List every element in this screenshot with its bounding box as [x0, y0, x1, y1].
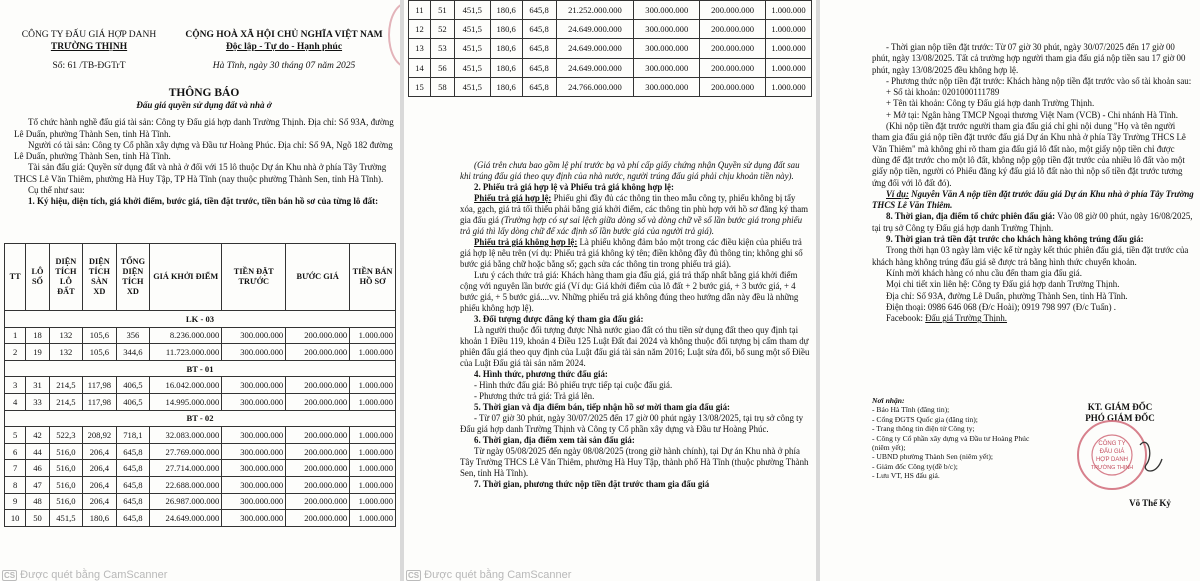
nation-motto: Độc lập - Tự do - Hạnh phúc	[225, 41, 343, 52]
contact-address: Địa chỉ: Số 93A, đường Lê Duẩn, phường Thành Sen, tỉnh Hà Tĩnh.	[886, 290, 1128, 301]
table-cell: 200.000.000	[286, 427, 350, 444]
table-cell: 1.000.000	[350, 510, 396, 527]
signature-title-line1: KT. GIÁM ĐỐC	[1087, 402, 1153, 412]
table-cell: 105,6	[83, 327, 117, 344]
table-cell: 1.000.000	[766, 58, 812, 77]
table-cell: 206,4	[83, 443, 117, 460]
table-cell: 1.000.000	[350, 344, 396, 361]
org-name-line2: TRƯỜNG THỊNH	[50, 41, 128, 52]
table-cell: 300.000.000	[222, 493, 286, 510]
col-header-starting-price: GIÁ KHỞI ĐIỂM	[150, 244, 222, 311]
table-cell: 180,6	[490, 58, 522, 77]
table-cell: 14	[409, 58, 431, 77]
example-paragraph	[872, 189, 1194, 212]
table-cell: 200.000.000	[286, 510, 350, 527]
table-cell: 1.000.000	[766, 20, 812, 39]
section-6-heading: 6. Thời gian, địa điểm xem tài sản đấu giá:	[474, 435, 635, 445]
table-cell: 31	[26, 377, 49, 394]
table-cell: 645,8	[116, 476, 150, 493]
table-cell: 451,5	[454, 1, 490, 20]
signature-title-line2: PHÓ GIÁM ĐỐC	[1085, 413, 1155, 423]
invalid-bid-text: Là phiếu không đảm bảo một trong các điều kiện của phiếu trả giá hợp lệ nêu trên (ví dụ: Phiếu trả giá không ký tên; điền không đầy đủ thông tin; không ghi số bước giá bằng chữ hoặc bằng số; gạch sửa các thông tin trong phiếu trả giá).	[460, 237, 803, 269]
table-cell: 117,98	[83, 377, 117, 394]
table-cell: 451,5	[454, 20, 490, 39]
table-cell: 105,6	[83, 344, 117, 361]
table-cell: 406,5	[116, 377, 150, 394]
table-cell: 300.000.000	[222, 510, 286, 527]
invitation-text: Kính mời khách hàng có nhu cầu đến tham gia đấu giá.	[886, 267, 1082, 278]
table-cell: 12	[409, 20, 431, 39]
table-cell: 1.000.000	[766, 1, 812, 20]
table-group-row	[5, 360, 396, 377]
table-cell: 1.000.000	[766, 77, 812, 96]
table-cell: 300.000.000	[222, 427, 286, 444]
table-cell: 200.000.000	[700, 77, 766, 96]
table-cell: 24.649.000.000	[150, 510, 222, 527]
table-cell: 21.252.000.000	[556, 1, 634, 20]
document-page-2	[404, 0, 816, 581]
table-cell: 15	[409, 77, 431, 96]
table-cell: 645,8	[116, 510, 150, 527]
table-row	[409, 39, 812, 58]
seal-text-line1: CÔNG TY	[1098, 441, 1126, 447]
table-cell: 451,5	[454, 39, 490, 58]
deposit-time-text: - Thời gian nộp tiền đặt trước: Từ 07 giờ 30 phút, ngày 30/07/2025 đến 17 giờ 00 phút, ngày 13/08/2025. Tất cả trường hợp người tham gia đấu giá nộp tiền sau 17 giờ 00 phút, ngày 13/08/2025 đều không hợp lệ.	[872, 42, 1186, 75]
table-cell: 48	[26, 493, 49, 510]
table-cell: 645,8	[116, 460, 150, 477]
table-cell: 32.083.000.000	[150, 427, 222, 444]
table-row	[5, 327, 396, 344]
table-cell: 56	[430, 58, 454, 77]
seal-text-line3: HỢP DANH	[1095, 457, 1129, 463]
table-cell: 200.000.000	[700, 20, 766, 39]
table-cell: 3	[5, 377, 26, 394]
table-cell: 200.000.000	[286, 476, 350, 493]
table-cell: 33	[26, 393, 49, 410]
table-cell: 7	[5, 460, 26, 477]
seal-text-line4: TRƯỜNG THỊNH	[1090, 465, 1134, 471]
table-cell: 53	[430, 39, 454, 58]
table-group-row	[5, 410, 396, 427]
table-cell: 645,8	[522, 39, 556, 58]
table-cell: 1.000.000	[350, 443, 396, 460]
table-row	[409, 20, 812, 39]
table-cell: 19	[26, 344, 49, 361]
table-cell: 516,0	[49, 476, 83, 493]
table-cell: 24.649.000.000	[556, 39, 634, 58]
table-row	[5, 476, 396, 493]
table-cell: 180,6	[490, 77, 522, 96]
table-cell: 451,5	[454, 58, 490, 77]
group-label: BT - 02	[5, 410, 396, 427]
recipient-item: - Lưu VT, HS đấu giá.	[872, 471, 940, 481]
col-header-tt: TT	[5, 244, 26, 311]
table-cell: 300.000.000	[634, 20, 700, 39]
table-row	[5, 510, 396, 527]
table-cell: 451,5	[454, 77, 490, 96]
table-cell: 356	[116, 327, 150, 344]
table-cell: 208,92	[83, 427, 117, 444]
recipient-item: - Giám đốc Công ty(đề b/c);	[872, 461, 958, 471]
table-cell: 13	[409, 39, 431, 58]
notice-subtitle: Đấu giá quyền sử dụng đất và nhà ở	[136, 100, 272, 110]
table-row	[5, 344, 396, 361]
table-cell: 14.995.000.000	[150, 393, 222, 410]
table-cell: 1.000.000	[350, 476, 396, 493]
table-cell: 47	[26, 476, 49, 493]
document-page-3	[820, 0, 1200, 581]
section-9-heading: 9. Thời gian trả tiền đặt trước cho khách hàng không trúng đấu giá:	[886, 234, 1144, 245]
table-cell: 16.042.000.000	[150, 377, 222, 394]
table-cell: 300.000.000	[222, 460, 286, 477]
col-header-price-step: BƯỚC GIÁ	[286, 244, 350, 311]
table-cell: 180,6	[490, 39, 522, 58]
table-cell: 24.649.000.000	[556, 58, 634, 77]
facebook-link[interactable]: Đấu giá Trường Thịnh.	[925, 313, 1008, 324]
nation-title: CỘNG HOÀ XÃ HỘI CHỦ NGHĨA VIỆT NAM	[185, 30, 383, 40]
table-row	[5, 493, 396, 510]
table-row	[5, 393, 396, 410]
table-cell: 516,0	[49, 493, 83, 510]
contact-text: Mọi chi tiết xin liên hệ: Công ty Đấu giá hợp danh Trường Thịnh.	[886, 279, 1120, 290]
paragraph-asset-owner: Người có tài sản: Công ty Cổ phần xây dựng và Đầu tư Hoàng Phúc. Địa chỉ: Số 9A, Ngõ 182 đường Lê Duẩn, phường Thành Sen, tỉnh Hà Tĩnh.	[14, 139, 393, 162]
nation-header	[174, 30, 394, 73]
table-cell: 206,4	[83, 476, 117, 493]
table-cell: 4	[5, 393, 26, 410]
table-cell: 516,0	[49, 443, 83, 460]
table-cell: 1.000.000	[350, 427, 396, 444]
table-cell: 645,8	[522, 58, 556, 77]
recipient-item: - UBND phường Thành Sen (niêm yết);	[872, 452, 994, 462]
camscanner-watermark	[2, 569, 167, 581]
table-cell: 206,4	[83, 460, 117, 477]
table-cell: 200.000.000	[286, 377, 350, 394]
recipients-title: Nơi nhận:	[872, 396, 905, 405]
table-cell: 200.000.000	[286, 493, 350, 510]
table-cell: 6	[5, 443, 26, 460]
recipients-block	[872, 396, 1042, 481]
recipients-list	[872, 405, 1042, 480]
table-cell: 180,6	[490, 20, 522, 39]
table-cell: 200.000.000	[700, 58, 766, 77]
table-row	[5, 443, 396, 460]
deposit-note: (Khi nộp tiền đặt trước người tham gia đấu giá chỉ ghi nội dung "Họ và tên người tham gia đấu giá nộp tiền đặt trước đấu giá Dự án Khu nhà ở phía Tây Trường THCS Lê Văn Thiêm" mà không ghi rõ tham gia đấu giá lô đất nào, một giấy nộp tiền chỉ được dùng để đặt trước cho một lô đất, không nộp gộp tiền đặt trước của nhiều lô đất vào một giấy nộp tiền, người có Phiếu đăng ký đấu giá lô đất nào thì nộp số tiền đặt trước tương ứng đối với lô đất đó).	[872, 121, 1186, 188]
table-cell: 344,6	[116, 344, 150, 361]
section-1-heading: 1. Ký hiệu, diện tích, giá khởi điểm, bước giá, tiền đặt trước, tiền bán hồ sơ của từng lô đất:	[28, 196, 379, 207]
table-cell: 22.688.000.000	[150, 476, 222, 493]
table-cell: 300.000.000	[222, 443, 286, 460]
table-cell: 718,1	[116, 427, 150, 444]
asset-viewing-text: Từ ngày 05/08/2025 đến ngày 08/08/2025 (trong giờ hành chính), tại Dự án Khu nhà ở phía Tây Trường THCS Lê Văn Thiêm, phường Hà Huy Tập, thành phố Hà Tĩnh (thuộc phường Thành Sen, tỉnh Hà Tĩnh).	[460, 446, 809, 478]
col-header-dossier-fee: TIỀN BÁN HỒ SƠ	[350, 244, 396, 311]
valid-bid-paragraph	[460, 193, 810, 237]
table-group-row	[5, 311, 396, 328]
seal-text-line2: ĐẤU GIÁ	[1099, 449, 1125, 455]
table-cell: 300.000.000	[222, 344, 286, 361]
table-row	[409, 1, 812, 20]
table-row	[5, 427, 396, 444]
contact-phone: Điện thoại: 0986 646 068 (Đ/c Hoài); 0919 798 997 (Đ/c Tuấn) .	[886, 301, 1116, 312]
document-page-1	[0, 0, 400, 581]
table-cell: 42	[26, 427, 49, 444]
red-company-seal	[1070, 415, 1170, 495]
section-8-heading: 8. Thời gian, địa điểm tổ chức phiên đấu giá:	[886, 211, 1056, 222]
table-cell: 300.000.000	[634, 77, 700, 96]
table-cell: 645,8	[522, 1, 556, 20]
account-bank: + Mở tại: Ngân hàng TMCP Ngoại thương Việt Nam (VCB) - Chi nhánh Hà Tĩnh.	[886, 109, 1178, 120]
dossier-sale-text: - Từ 07 giờ 30 phút, ngày 30/07/2025 đến 17 giờ 00 phút ngày 13/08/2025, tại trụ sở công ty Đấu giá hợp danh Trường Thịnh và Công ty Cổ phần xây dựng và Đầu tư Hoàng Phúc.	[460, 413, 804, 434]
valid-bid-label: Phiếu trả giá hợp lệ:	[474, 193, 552, 203]
auction-form-text: - Hình thức đấu giá: Bỏ phiếu trực tiếp tại cuộc đấu giá.	[474, 380, 673, 390]
contact-facebook	[872, 313, 1194, 324]
table-cell: 52	[430, 20, 454, 39]
account-number: + Số tài khoản: 0201000111789	[886, 87, 1000, 98]
camscanner-logo-icon: CS	[408, 571, 420, 580]
table-row	[409, 77, 812, 96]
invalid-bid-label: Phiếu trả giá không hợp lệ:	[474, 237, 578, 247]
table-cell: 300.000.000	[634, 58, 700, 77]
table-cell: 200.000.000	[700, 1, 766, 20]
paragraph-details-intro: Cụ thể như sau:	[28, 185, 85, 196]
table-cell: 1.000.000	[350, 327, 396, 344]
table-cell: 300.000.000	[222, 377, 286, 394]
table-cell: 214,5	[49, 393, 83, 410]
group-label: LK - 03	[5, 311, 396, 328]
bidding-method-note: Lưu ý cách thức trả giá: Khách hàng tham gia đấu giá, giá trả thấp nhất bằng giá khởi điểm cộng với nguyên lần bước giá (Ví dụ: Giá khởi điểm của lô đất + 2 bước giá, + 3 bước giá, + 4 bước giá, + 5 bước giá....vv. Những phiếu trả giá không đúng theo hướng dẫn này đều là những phiếu không hợp lệ).	[460, 270, 799, 313]
org-name-line1: CÔNG TY ĐẤU GIÁ HỢP DANH	[21, 30, 157, 40]
place-date: Hà Tĩnh, ngày 30 tháng 07 năm 2025	[212, 61, 356, 71]
lots-table	[4, 243, 396, 527]
example-text: Nguyễn Văn A nộp tiền đặt trước đấu giá Dự án Khu nhà ở phía Tây Trường THCS Lê Văn Thiêm.	[872, 188, 1194, 211]
eligible-participants-text: Là người thuộc đối tượng được Nhà nước giao đất có thu tiền sử dụng đất theo quy định tại khoản 1 Điều 119, khoản 4 Điều 125 Luật Đất đai 2024 và không thuộc đối tượng bị cấm tham dự phiên đấu giá theo quy định của Luật đấu giá tài sản năm 2016; Luật sửa đổi, bổ sung một số Điều của Luật Đấu giá tài sản năm 2024.	[460, 325, 810, 368]
section-7-heading: 7. Thời gian, phương thức nộp tiền đặt trước tham gia đấu giá	[474, 479, 710, 489]
recipient-item: - Trang thông tin điện tử Công ty;	[872, 424, 975, 434]
recipient-item: - Cổng ĐGTS Quốc gia (đăng tin);	[872, 414, 978, 424]
table-cell: 1	[5, 327, 26, 344]
section-2-heading: 2. Phiếu trả giá hợp lệ và Phiếu trả giá không hợp lệ:	[474, 182, 674, 192]
camscanner-watermark	[406, 569, 571, 581]
valid-bid-text: Phiếu ghi đầy đủ các thông tin theo mẫu công ty, phiếu không bị tẩy xóa, gạch, giá trả tối thiểu phải bằng giá khởi điểm, các thông tin phù hợp với hồ sơ đăng ký tham gia đấu giá	[460, 193, 809, 225]
paragraph-auction-asset: Tài sản đấu giá: Quyền sử dụng đất và nhà ở đối với 15 lô thuộc Dự án Khu nhà ở phía Tây Trường THCS Lê Văn Thiêm, phường Hà Huy Tập, TP Hà Tĩnh (nay thuộc phường Thành Sen, tỉnh Hà Tĩnh).	[14, 162, 387, 184]
table-cell: 645,8	[522, 20, 556, 39]
table-cell: 24.766.000.000	[556, 77, 634, 96]
table-cell: 645,8	[116, 493, 150, 510]
group-label: BT - 01	[5, 360, 396, 377]
table-cell: 11.723.000.000	[150, 344, 222, 361]
recipient-item: - Báo Hà Tĩnh (đăng tin);	[872, 405, 950, 415]
table-cell: 300.000.000	[222, 476, 286, 493]
table-cell: 117,98	[83, 393, 117, 410]
table-cell: 300.000.000	[222, 393, 286, 410]
section-4-heading: 4. Hình thức, phương thức đấu giá:	[474, 369, 608, 379]
col-header-total-build-area: TỔNG DIỆN TÍCH XD	[116, 244, 150, 311]
bidding-method-text: - Phương thức trả giá: Trả giá lên.	[474, 391, 595, 401]
table-row	[5, 377, 396, 394]
table-cell: 1.000.000	[350, 460, 396, 477]
table-cell: 8	[5, 476, 26, 493]
table-cell: 406,5	[116, 393, 150, 410]
table-cell: 645,8	[522, 77, 556, 96]
signer-name: Võ Thế Kỷ	[1129, 498, 1171, 508]
section-9-text: Trong thời hạn 03 ngày làm việc kể từ ngày kết thúc phiên đấu giá, tiền đặt trước của khách hàng không trúng đấu giá sẽ được trả bằng hình thức chuyển khoản.	[872, 245, 1189, 267]
table-cell: 27.769.000.000	[150, 443, 222, 460]
invalid-bid-paragraph	[460, 237, 810, 270]
deposit-method-text: - Phương thức nộp tiền đặt trước: Khách hàng nộp tiền đặt trước vào số tài khoản sau:	[886, 75, 1192, 86]
table-cell: 200.000.000	[286, 393, 350, 410]
table-cell: 58	[430, 77, 454, 96]
notice-title: THÔNG BÁO	[168, 87, 240, 99]
table-cell: 1.000.000	[766, 39, 812, 58]
table-cell: 180,6	[83, 510, 117, 527]
table-cell: 214,5	[49, 377, 83, 394]
table-cell: 26.987.000.000	[150, 493, 222, 510]
org-header	[14, 30, 164, 73]
table-cell: 46	[26, 460, 49, 477]
table-cell: 300.000.000	[634, 1, 700, 20]
col-header-lot-number: LÔ SỐ	[26, 244, 49, 311]
col-header-deposit: TIỀN ĐẶT TRƯỚC	[222, 244, 286, 311]
table-cell: 516,0	[49, 460, 83, 477]
table-cell: 200.000.000	[286, 327, 350, 344]
account-name: + Tên tài khoản: Công ty Đấu giá hợp danh Trường Thịnh.	[886, 98, 1095, 109]
price-note: (Giá trên chưa bao gồm lệ phí trước bạ và phí cấp giấy chứng nhận Quyền sử dụng đất sau khi trúng đấu giá theo quy định của nhà nước, người trúng đấu giá phải chịu khoản tiền này).	[460, 160, 800, 181]
table-cell: 200.000.000	[286, 344, 350, 361]
table-cell: 132	[49, 327, 83, 344]
paragraph-auction-org: Tổ chức hành nghề đấu giá tài sản: Công ty Đấu giá hợp danh Trường Thịnh. Địa chỉ: Số 93A, đường Lê Duẩn, phường Thành Sen, tỉnh Hà Tĩnh.	[14, 117, 394, 139]
table-cell: 51	[430, 1, 454, 20]
table-cell: 44	[26, 443, 49, 460]
table-cell: 18	[26, 327, 49, 344]
valid-bid-note: (Trường hợp có sự sai lệch giữa dòng số và dòng chữ về số lần bước giá trong phiếu trả giá thì lấy dòng chữ để xác định số lần bước giá của người trả giá).	[460, 215, 803, 236]
table-cell: 5	[5, 427, 26, 444]
section-8-paragraph	[872, 211, 1194, 234]
example-label: Ví dụ:	[886, 188, 909, 199]
table-cell: 132	[49, 344, 83, 361]
table-cell: 1.000.000	[350, 377, 396, 394]
camscanner-text: Được quét bằng CamScanner	[424, 569, 572, 581]
table-cell: 180,6	[490, 1, 522, 20]
table-cell: 200.000.000	[286, 443, 350, 460]
table-cell: 10	[5, 510, 26, 527]
table-row	[409, 58, 812, 77]
table-cell: 200.000.000	[286, 460, 350, 477]
camscanner-text: Được quét bằng CamScanner	[20, 569, 168, 581]
table-cell: 50	[26, 510, 49, 527]
table-cell: 300.000.000	[222, 327, 286, 344]
table-cell: 1.000.000	[350, 493, 396, 510]
table-cell: 451,5	[49, 510, 83, 527]
facebook-label: Facebook:	[886, 313, 926, 324]
section-8-text: Vào 08 giờ 00 phút, ngày 16/08/2025, tại trụ sở Công ty Đấu giá hợp danh Trường Thịnh.	[872, 211, 1193, 233]
lots-table-continued	[408, 0, 812, 97]
col-header-land-area: DIỆN TÍCH LÔ ĐẤT	[49, 244, 83, 311]
table-cell: 300.000.000	[634, 39, 700, 58]
table-cell: 24.649.000.000	[556, 20, 634, 39]
table-cell: 11	[409, 1, 431, 20]
col-header-floor-area: DIỆN TÍCH SÀN XD	[83, 244, 117, 311]
table-cell: 645,8	[116, 443, 150, 460]
table-cell: 200.000.000	[700, 39, 766, 58]
table-cell: 8.236.000.000	[150, 327, 222, 344]
document-number: Số: 61 /TB-ĐGTrT	[52, 61, 126, 71]
table-cell: 522,3	[49, 427, 83, 444]
table-cell: 9	[5, 493, 26, 510]
table-cell: 2	[5, 344, 26, 361]
table-row	[5, 460, 396, 477]
recipient-item: - Công ty Cổ phần xây dựng và Đầu tư Hoàng Phúc (niêm yết);	[872, 433, 1030, 453]
camscanner-logo-icon: CS	[4, 571, 16, 580]
table-cell: 1.000.000	[350, 393, 396, 410]
table-cell: 206,4	[83, 493, 117, 510]
table-cell: 27.714.000.000	[150, 460, 222, 477]
section-3-heading: 3. Đối tượng được đăng ký tham gia đấu giá:	[474, 314, 644, 324]
section-5-heading: 5. Thời gian và địa điểm bán, tiếp nhận hồ sơ mời tham gia đấu giá:	[474, 402, 730, 412]
table-header-row	[5, 244, 396, 311]
